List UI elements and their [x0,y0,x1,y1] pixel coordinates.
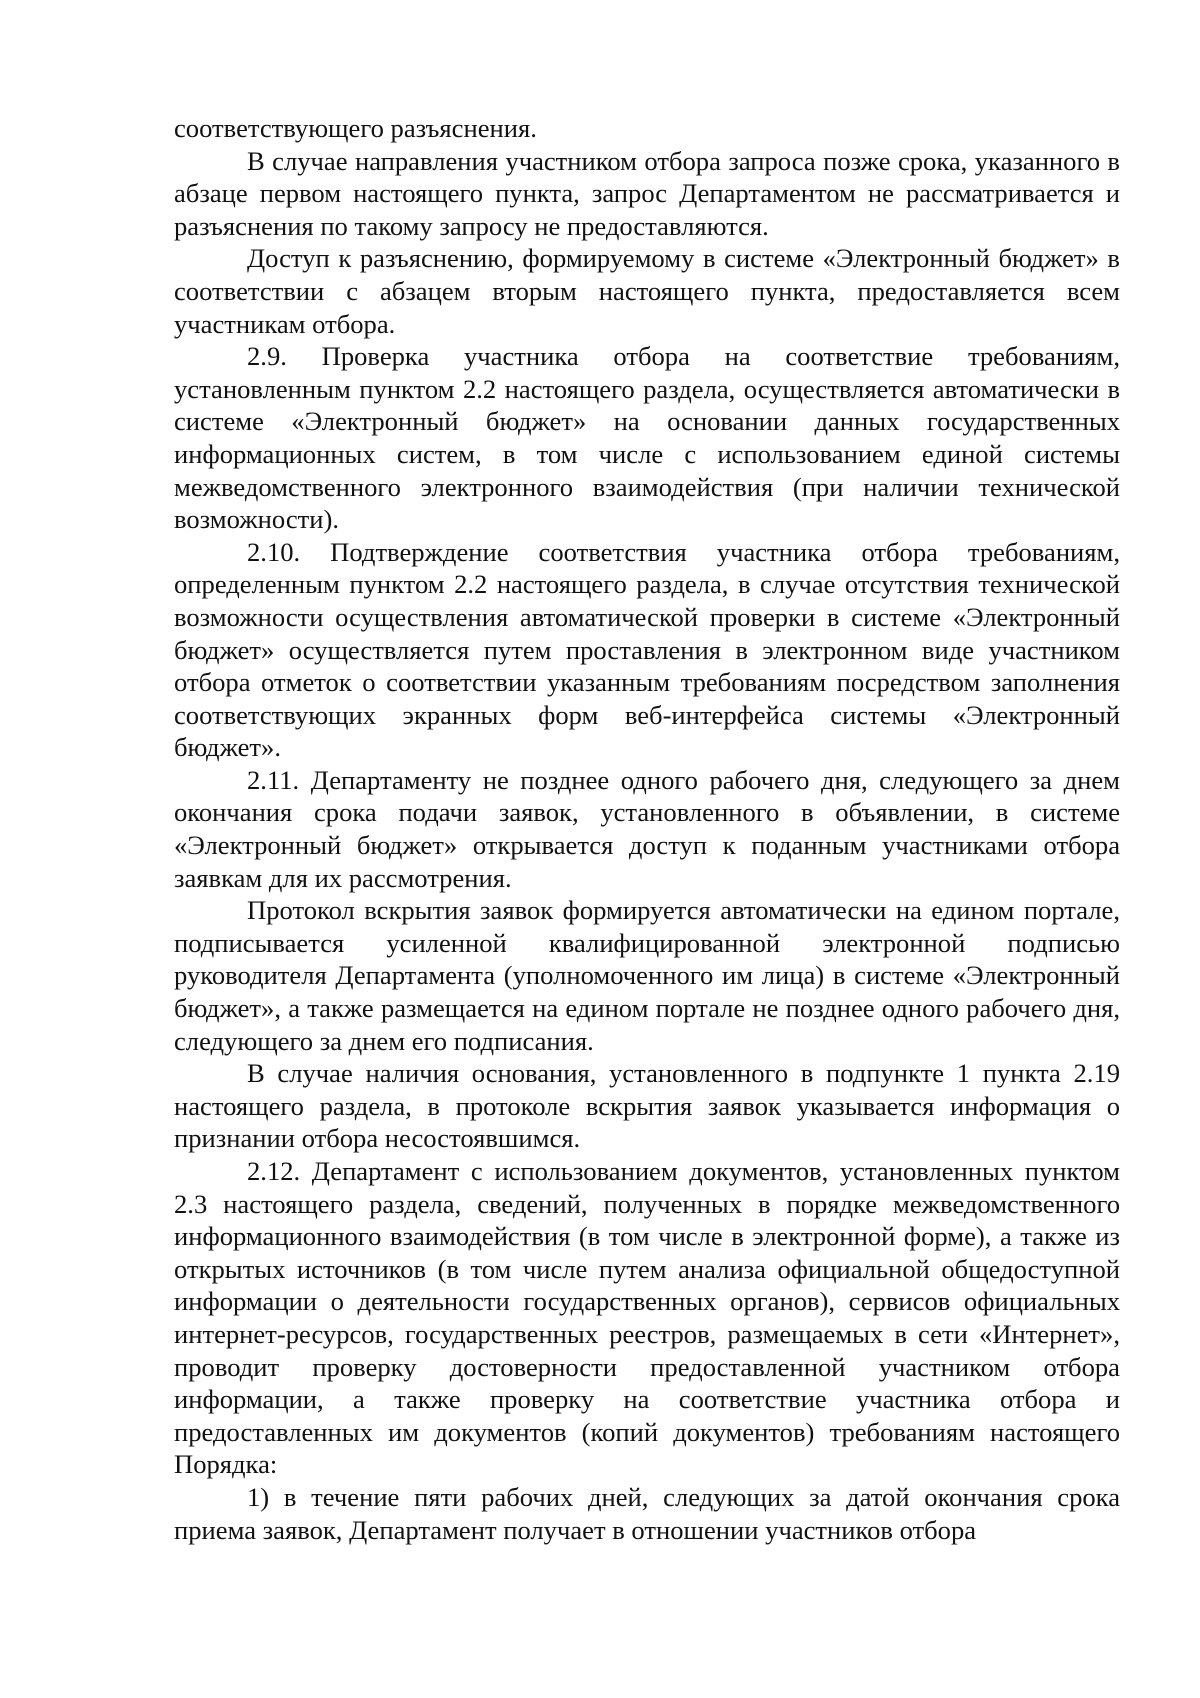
paragraph-opening-protocol: Протокол вскрытия заявок формируется автоматически на едином портале, подписывается усиленной квалифицированной электронной подписью руководителя Департамента (уполномоченного им лица) в системе «Электронный бюджет», а также размещается на едином портале не позднее одного рабочего дня, следующего за днем его подписания. [174,895,1120,1056]
paragraph-failed-selection: В случае наличия основания, установленного в подпункте 1 пункта 2.19 настоящего раздела, в протоколе вскрытия заявок указывается информация о признании отбора несостоявшимся. [174,1058,1120,1154]
paragraph-late-request: В случае направления участником отбора запроса позже срока, указанного в абзаце первом настоящего пункта, запрос Департаментом не рассматривается и разъяснения по такому запросу не предоставляются. [174,145,1120,241]
paragraph-subitem-1: 1) в течение пяти рабочих дней, следующих за датой окончания срока приема заявок, Департамент получает в отношении участников отбора [174,1481,1120,1545]
paragraph-continuation: соответствующего разъяснения. [174,113,537,143]
paragraph-2-11: 2.11. Департаменту не позднее одного рабочего дня, следующего за днем окончания срока подачи заявок, установленного в объявлении, в системе «Электронный бюджет» открывается доступ к поданным участниками отбора заявкам для их рассмотрения. [174,764,1120,893]
paragraph-2-12: 2.12. Департамент с использованием документов, установленных пунктом 2.3 настоящего раздела, сведений, полученных в порядке межведомственного информационного взаимодействия (в том числе в электронной форме), а также из открытых источников (в том числе путем анализа официальной общедоступной информации о деятельности государственных органов), сервисов официальных интернет-ресурсов, государственных реестров, размещаемых в сети «Интернет», проводит проверку достоверности предоставленной участником отбора информации, а также проверку на соответствие участника отбора и предоставленных им документов (копий документов) требованиям настоящего Порядка: [174,1156,1120,1480]
paragraph-2-9: 2.9. Проверка участника отбора на соответствие требованиям, установленным пунктом 2.2 настоящего раздела, осуществляется автоматически в системе «Электронный бюджет» на основании данных государственных информационных систем, в том числе с использованием единой системы межведомственного электронного взаимодействия (при наличии технической возможности). [174,341,1120,535]
paragraph-access-clarification: Доступ к разъяснению, формируемому в системе «Электронный бюджет» в соответствии с абзацем вторым настоящего пункта, предоставляется всем участникам отбора. [174,243,1120,339]
document-body [174,112,1120,1546]
paragraph-2-10: 2.10. Подтверждение соответствия участника отбора требованиям, определенным пунктом 2.2 настоящего раздела, в случае отсутствия технической возможности осуществления автоматической проверки в системе «Электронный бюджет» осуществляется путем проставления в электронном виде участником отбора отметок о соответствии указанным требованиям посредством заполнения соответствующих экранных форм веб-интерфейса системы «Электронный бюджет». [174,536,1120,763]
